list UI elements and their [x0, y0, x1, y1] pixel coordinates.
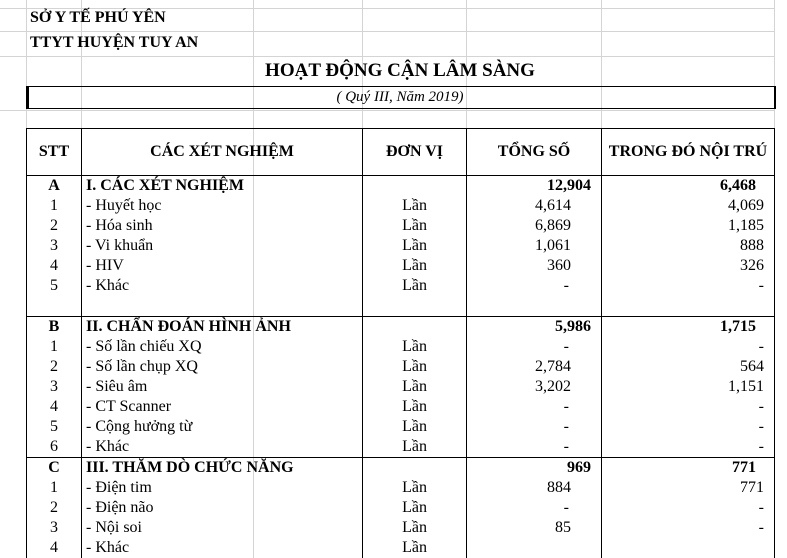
row-total: 1,061: [467, 236, 602, 256]
section-total: 969: [467, 458, 602, 479]
row-stt: 3: [27, 518, 82, 538]
section-stt: A: [27, 176, 82, 197]
row-inpatient: 326: [602, 256, 775, 276]
row-inpatient: -: [602, 518, 775, 538]
row-test-name: - Điện não: [82, 498, 363, 518]
table-row: [27, 518, 775, 538]
table-row: [27, 417, 775, 437]
row-inpatient: -: [602, 437, 775, 458]
row-inpatient: -: [602, 397, 775, 417]
row-test-name: - Vi khuẩn: [82, 236, 363, 256]
section-stt: B: [27, 317, 82, 338]
org-line-2: TTYT HUYỆN TUY AN: [30, 34, 199, 51]
row-stt: 4: [27, 397, 82, 417]
row-total: -: [467, 417, 602, 437]
table-row: [27, 216, 775, 236]
row-total: -: [467, 276, 602, 296]
lab-activity-table: [26, 128, 775, 558]
col-header-stt: STT: [27, 129, 82, 176]
table-row: [27, 196, 775, 216]
row-unit: Lần: [363, 498, 467, 518]
section-unit: [363, 176, 467, 197]
table-row: [27, 397, 775, 417]
row-inpatient: 564: [602, 357, 775, 377]
row-total: 6,869: [467, 216, 602, 236]
row-total: 85: [467, 518, 602, 538]
section-unit: [363, 458, 467, 479]
row-stt: 4: [27, 538, 82, 558]
table-row: [27, 538, 775, 558]
row-inpatient: -: [602, 276, 775, 296]
row-unit: Lần: [363, 397, 467, 417]
row-total: 884: [467, 478, 602, 498]
table-row: [27, 377, 775, 397]
row-test-name: - Số lần chiếu XQ: [82, 337, 363, 357]
row-inpatient: 771: [602, 478, 775, 498]
row-inpatient: 1,185: [602, 216, 775, 236]
table-row: [27, 437, 775, 458]
row-test-name: - Khác: [82, 276, 363, 296]
row-test-name: - Khác: [82, 538, 363, 558]
row-unit: Lần: [363, 417, 467, 437]
section-name: I. CÁC XÉT NGHIỆM: [82, 176, 363, 197]
table-row: [27, 256, 775, 276]
report-title: HOẠT ĐỘNG CẬN LÂM SÀNG: [265, 60, 535, 81]
row-total: -: [467, 397, 602, 417]
spacer-cell: [363, 296, 467, 317]
row-total: 4,614: [467, 196, 602, 216]
table-row: [27, 276, 775, 296]
row-test-name: - Cộng hưởng từ: [82, 417, 363, 437]
row-test-name: - Siêu âm: [82, 377, 363, 397]
table-row: [27, 337, 775, 357]
col-header-unit: ĐƠN VỊ: [363, 129, 467, 176]
row-stt: 5: [27, 417, 82, 437]
row-total: 3,202: [467, 377, 602, 397]
col-header-total: TỔNG SỐ: [467, 129, 602, 176]
row-test-name: - CT Scanner: [82, 397, 363, 417]
spacer-cell: [27, 296, 82, 317]
row-total: -: [467, 337, 602, 357]
section-inpatient: 1,715: [602, 317, 775, 338]
section-row: [27, 317, 775, 338]
row-total: 360: [467, 256, 602, 276]
row-unit: Lần: [363, 196, 467, 216]
table-row: [27, 498, 775, 518]
row-test-name: - Hóa sinh: [82, 216, 363, 236]
row-test-name: - Huyết học: [82, 196, 363, 216]
spacer-cell: [82, 296, 363, 317]
row-test-name: - HIV: [82, 256, 363, 276]
section-unit: [363, 317, 467, 338]
row-total: -: [467, 498, 602, 518]
row-total: 2,784: [467, 357, 602, 377]
table-row: [27, 357, 775, 377]
row-unit: Lần: [363, 276, 467, 296]
row-test-name: - Khác: [82, 437, 363, 458]
table-header-row: [27, 129, 775, 176]
row-stt: 5: [27, 276, 82, 296]
col-header-inpatient: TRONG ĐÓ NỘI TRÚ: [602, 129, 775, 176]
section-row: [27, 176, 775, 197]
row-stt: 4: [27, 256, 82, 276]
row-unit: Lần: [363, 357, 467, 377]
row-unit: Lần: [363, 518, 467, 538]
section-name: III. THĂM DÒ CHỨC NĂNG: [82, 458, 363, 479]
row-test-name: - Điện tim: [82, 478, 363, 498]
row-inpatient: [602, 538, 775, 558]
row-unit: Lần: [363, 256, 467, 276]
row-unit: Lần: [363, 377, 467, 397]
section-total: 12,904: [467, 176, 602, 197]
row-unit: Lần: [363, 216, 467, 236]
row-inpatient: -: [602, 337, 775, 357]
section-inpatient: 6,468: [602, 176, 775, 197]
row-unit: Lần: [363, 478, 467, 498]
row-total: [467, 538, 602, 558]
row-total: -: [467, 437, 602, 458]
row-test-name: - Nội soi: [82, 518, 363, 538]
section-inpatient: 771: [602, 458, 775, 479]
row-unit: Lần: [363, 437, 467, 458]
row-stt: 6: [27, 437, 82, 458]
section-row: [27, 458, 775, 479]
row-stt: 2: [27, 357, 82, 377]
row-inpatient: -: [602, 417, 775, 437]
row-inpatient: 4,069: [602, 196, 775, 216]
row-stt: 3: [27, 236, 82, 256]
section-stt: C: [27, 458, 82, 479]
spacer-cell: [467, 296, 602, 317]
table-row: [27, 236, 775, 256]
row-stt: 1: [27, 478, 82, 498]
row-unit: Lần: [363, 337, 467, 357]
row-stt: 1: [27, 337, 82, 357]
spacer-cell: [602, 296, 775, 317]
row-inpatient: -: [602, 498, 775, 518]
row-stt: 2: [27, 216, 82, 236]
table-row: [27, 478, 775, 498]
row-stt: 1: [27, 196, 82, 216]
row-inpatient: 888: [602, 236, 775, 256]
row-unit: Lần: [363, 538, 467, 558]
row-unit: Lần: [363, 236, 467, 256]
spacer-row: [27, 296, 775, 317]
col-header-test: CÁC XÉT NGHIỆM: [82, 129, 363, 176]
report-subtitle: ( Quý III, Năm 2019): [336, 89, 464, 105]
section-total: 5,986: [467, 317, 602, 338]
row-stt: 3: [27, 377, 82, 397]
row-inpatient: 1,151: [602, 377, 775, 397]
row-stt: 2: [27, 498, 82, 518]
org-line-1: SỞ Y TẾ PHÚ YÊN: [30, 9, 166, 26]
section-name: II. CHẨN ĐOÁN HÌNH ẢNH: [82, 317, 363, 338]
row-test-name: - Số lần chụp XQ: [82, 357, 363, 377]
